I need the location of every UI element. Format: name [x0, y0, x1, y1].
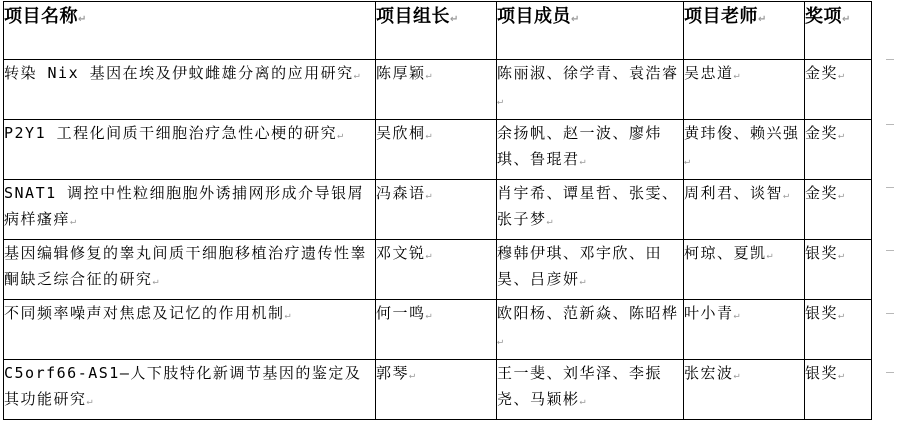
cell-project-leader: 何一鸣↵: [376, 300, 497, 360]
cell-award: 银奖↵: [805, 300, 872, 360]
cell-project-members: 欧阳杨、范新焱、陈昭桦↵: [497, 300, 684, 360]
cell-project-advisor: 吴忠道↵: [684, 60, 805, 120]
header-project-name: 项目名称↵: [4, 2, 376, 60]
cell-project-name: P2Y1 工程化间质干细胞治疗急性心梗的研究↵: [4, 120, 376, 180]
cell-project-advisor: 周利君、谈智↵: [684, 180, 805, 240]
cell-award: 金奖↵: [805, 180, 872, 240]
cell-project-leader: 邓文锐↵: [376, 240, 497, 300]
cell-award: 金奖↵: [805, 120, 872, 180]
table-row: [4, 120, 872, 180]
cell-project-leader: 陈厚颖↵: [376, 60, 497, 120]
cell-project-leader: 吴欣桐↵: [376, 120, 497, 180]
cell-project-leader: 冯森语↵: [376, 180, 497, 240]
row-end-marker: [886, 187, 894, 188]
cell-project-advisor: 叶小青↵: [684, 300, 805, 360]
cell-project-members: 肖宇希、谭星哲、张雯、张子梦↵: [497, 180, 684, 240]
awards-table: [3, 1, 872, 420]
cell-project-name: 转染 Nix 基因在埃及伊蚊雌雄分离的应用研究↵: [4, 60, 376, 120]
cell-project-advisor: 黄玮俊、赖兴强↵: [684, 120, 805, 180]
header-project-leader: 项目组长↵: [376, 2, 497, 60]
table-row: [4, 300, 872, 360]
table-row: [4, 240, 872, 300]
cell-project-members: 穆韩伊琪、邓宇欣、田昊、吕彦妍↵: [497, 240, 684, 300]
cell-project-name: SNAT1 调控中性粒细胞胞外诱捕网形成介导银屑病样瘙痒↵: [4, 180, 376, 240]
cell-award: 银奖↵: [805, 360, 872, 420]
cell-award: 银奖↵: [805, 240, 872, 300]
row-end-marker: [886, 124, 894, 125]
row-end-marker: [886, 372, 894, 373]
cell-project-name: C5orf66-AS1—人下肢特化新调节基因的鉴定及其功能研究↵: [4, 360, 376, 420]
cell-project-members: 余扬帆、赵一波、廖炜琪、鲁琨君↵: [497, 120, 684, 180]
cell-project-members: 陈丽淑、徐学青、袁浩睿↵: [497, 60, 684, 120]
cell-project-advisor: 张宏波↵: [684, 360, 805, 420]
cell-project-name: 基因编辑修复的睾丸间质干细胞移植治疗遗传性睾酮缺乏综合征的研究↵: [4, 240, 376, 300]
table-row: [4, 360, 872, 420]
cell-project-name: 不同频率噪声对焦虑及记忆的作用机制↵: [4, 300, 376, 360]
cell-project-members: 王一斐、刘华泽、李振尧、马颖彬↵: [497, 360, 684, 420]
header-award: 奖项↵: [805, 2, 872, 60]
row-end-marker: [886, 313, 894, 314]
cell-project-advisor: 柯琼、夏凯↵: [684, 240, 805, 300]
header-project-members: 项目成员↵: [497, 2, 684, 60]
table-header-row: [4, 2, 872, 60]
row-end-marker: [886, 250, 894, 251]
table-row: [4, 180, 872, 240]
cell-award: 金奖↵: [805, 60, 872, 120]
table-row: [4, 60, 872, 120]
header-project-advisor: 项目老师↵: [684, 2, 805, 60]
cell-project-leader: 郭琴↵: [376, 360, 497, 420]
row-end-marker: [886, 59, 894, 60]
